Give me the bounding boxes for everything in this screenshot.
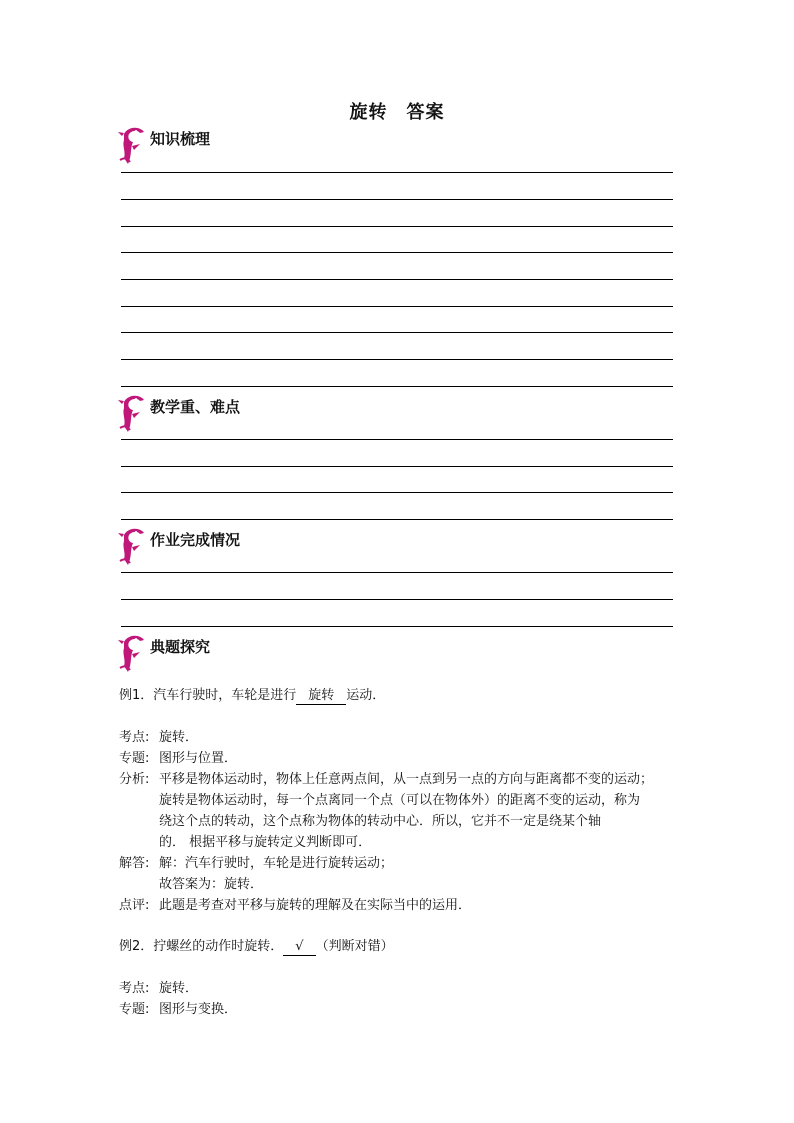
writing-line (121, 626, 673, 627)
example-2-answer: √ (283, 939, 315, 956)
dianping-text: 此题是考查对平移与旋转的理解及在实际当中的运用． (159, 898, 472, 913)
example-1-suffix: 运动． (346, 688, 386, 703)
jieda-line: 解：汽车行驶时，车轮是进行旋转运动； (159, 856, 394, 871)
writing-line (121, 492, 673, 493)
dianping-label: 点评: (119, 898, 150, 913)
zhuanti-label: 专题: (119, 751, 150, 766)
jieda-line: 故答案为：旋转． (159, 877, 264, 892)
section-title: 教学重、难点 (150, 398, 241, 416)
example-1-dianping (119, 894, 679, 913)
example-1-jieda (119, 852, 679, 871)
zhuanti-label: 专题: (119, 1002, 150, 1017)
writing-line (121, 572, 673, 573)
writing-line (121, 386, 673, 387)
fenxi-line: 绕这个点的转动，这个点称为物体的转动中心．所以，它并不一定是绕某个轴 (159, 814, 602, 829)
example-2-question (119, 935, 679, 956)
dolphin-icon (118, 632, 148, 674)
example-2-prefix: 例2．拧螺丝的动作时旋转． (119, 939, 284, 954)
fenxi-line: 平移是物体运动时，物体上任意两点间，从一点到另一点的方向与距离都不变的运动； (159, 772, 654, 787)
writing-line (121, 226, 673, 227)
fenxi-label: 分析: (119, 772, 150, 787)
kaodian-text: 旋转． (159, 730, 199, 745)
writing-line (121, 359, 673, 360)
fenxi-line: 的． 根据平移与旋转定义判断即可． (159, 835, 372, 850)
writing-line (121, 252, 673, 253)
zhuanti-text: 图形与变换． (159, 1002, 238, 1017)
writing-line (121, 439, 673, 440)
dolphin-icon (118, 124, 148, 166)
kaodian-label: 考点: (119, 981, 150, 996)
writing-line (121, 519, 673, 520)
example-1-fenxi (119, 768, 679, 787)
writing-line (121, 466, 673, 467)
kaodian-text: 旋转． (159, 981, 199, 996)
example-1-zhuanti (119, 747, 679, 766)
dolphin-icon (118, 392, 148, 434)
example-2-kaodian (119, 977, 679, 996)
kaodian-label: 考点: (119, 730, 150, 745)
writing-line (121, 332, 673, 333)
dolphin-icon (118, 525, 148, 567)
section-title: 知识梳理 (150, 130, 211, 148)
fenxi-line: 旋转是物体运动时，每一个点离同一个点（可以在物体外）的距离不变的运动，称为 (159, 793, 641, 808)
example-1-kaodian (119, 726, 679, 745)
example-1-question (119, 684, 679, 705)
example-2-suffix: （判断对错） (315, 939, 394, 954)
writing-line (121, 599, 673, 600)
example-1-answer: 旋转 (296, 688, 346, 705)
writing-line (121, 172, 673, 173)
writing-line (121, 306, 673, 307)
section-title: 作业完成情况 (150, 531, 241, 549)
zhuanti-text: 图形与位置． (159, 751, 238, 766)
example-1-prefix: 例1．汽车行驶时，车轮是进行 (119, 688, 297, 703)
page-title: 旋转 答案 (349, 102, 445, 123)
writing-line (121, 279, 673, 280)
writing-line (121, 199, 673, 200)
section-title: 典题探究 (150, 638, 211, 656)
jieda-label: 解答: (119, 856, 150, 871)
example-2-zhuanti (119, 998, 679, 1017)
